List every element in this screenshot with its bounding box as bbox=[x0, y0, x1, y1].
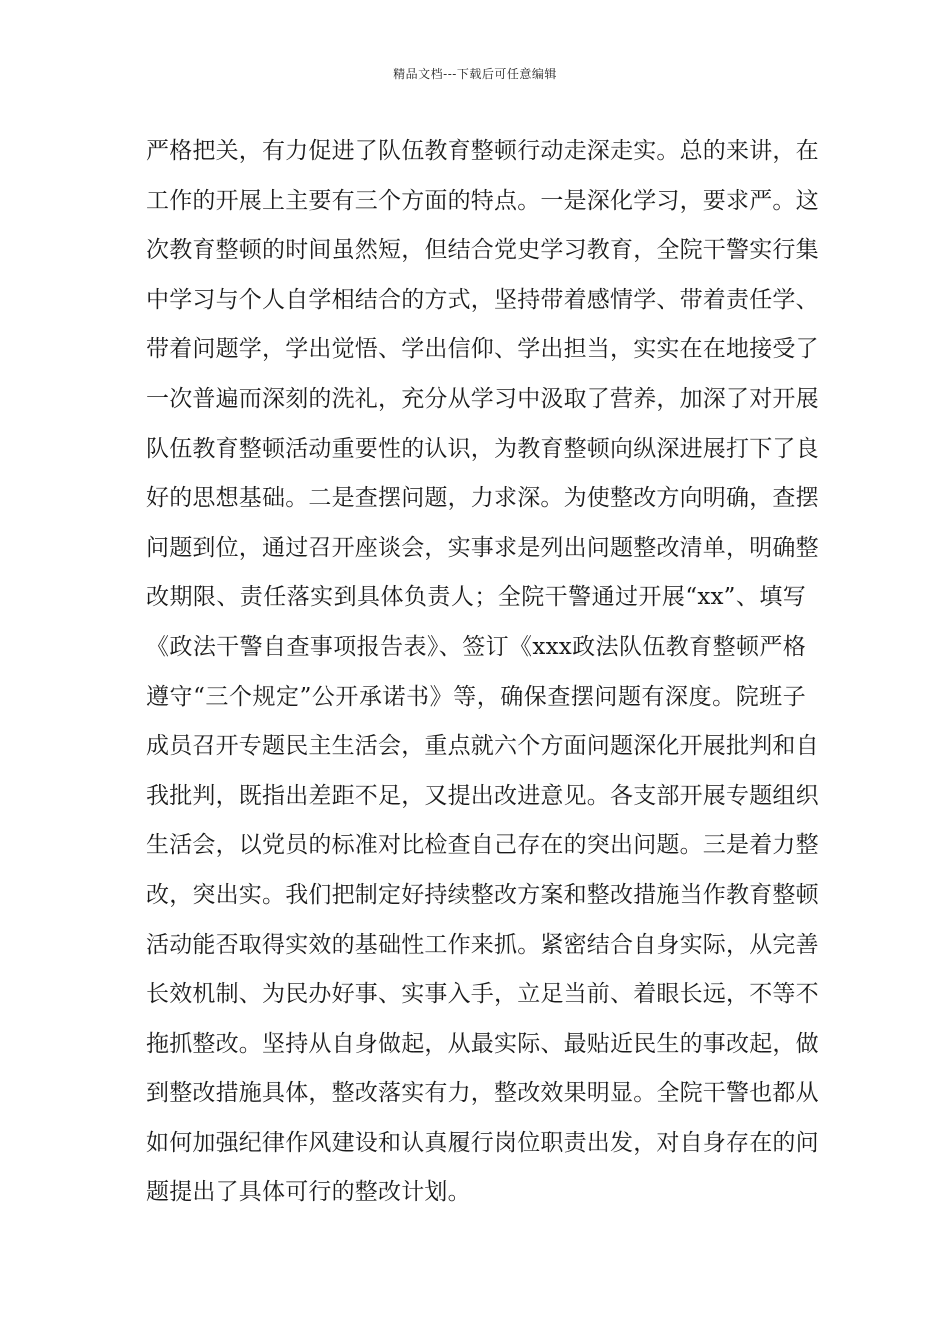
page-header: 精品文档---下载后可任意编辑 bbox=[393, 67, 557, 81]
text-line: 改期限、责任落实到具体负责人；全院干警通过开展“xx”、填写 bbox=[146, 584, 806, 611]
text-line: 遵守“三个规定”公开承诺书》等，确保查摆问题有深度。院班子 bbox=[146, 683, 806, 710]
text-line: 改，突出实。我们把制定好持续整改方案和整改措施当作教育整顿 bbox=[146, 881, 819, 908]
text-line: 活动能否取得实效的基础性工作来抓。紧密结合自身实际，从完善 bbox=[146, 931, 819, 958]
text-line: 一次普遍而深刻的洗礼，充分从学习中汲取了营养，加深了对开展 bbox=[146, 385, 819, 412]
text-line: 成员召开专题民主生活会，重点就六个方面问题深化开展批判和自 bbox=[146, 733, 819, 760]
text-line: 问题到位，通过召开座谈会，实事求是列出问题整改清单，明确整 bbox=[146, 534, 819, 561]
text-line: 好的思想基础。二是查摆问题，力求深。为使整改方向明确，查摆 bbox=[146, 485, 819, 512]
text-line: 长效机制、为民办好事、实事入手，立足当前、着眼长远，不等不 bbox=[146, 981, 819, 1008]
body-paragraph bbox=[146, 127, 819, 1218]
text-line: 带着问题学，学出觉悟、学出信仰、学出担当，实实在在地接受了 bbox=[146, 336, 819, 363]
text-line: 生活会，以党员的标准对比检查自己存在的突出问题。三是着力整 bbox=[146, 832, 819, 859]
text-line: 次教育整顿的时间虽然短，但结合党史学习教育，全院干警实行集 bbox=[146, 237, 819, 264]
text-line: 工作的开展上主要有三个方面的特点。一是深化学习，要求严。这 bbox=[146, 187, 819, 214]
text-line: 中学习与个人自学相结合的方式，坚持带着感情学、带着责任学、 bbox=[146, 286, 819, 313]
text-line: 拖抓整改。坚持从自身做起，从最实际、最贴近民生的事改起，做 bbox=[146, 1030, 819, 1057]
text-line: 严格把关，有力促进了队伍教育整顿行动走深走实。总的来讲，在 bbox=[146, 138, 819, 164]
text-line: 如何加强纪律作风建设和认真履行岗位职责出发，对自身存在的问 bbox=[146, 1129, 819, 1156]
text-line: 队伍教育整顿活动重要性的认识，为教育整顿向纵深进展打下了良 bbox=[146, 435, 819, 462]
text-line: 题提出了具体可行的整改计划。 bbox=[146, 1179, 471, 1206]
text-line: 我批判，既指出差距不足，又提出改进意见。各支部开展专题组织 bbox=[146, 782, 819, 809]
text-line: 《政法干警自查事项报告表》、签订《xxx政法队伍教育整顿严格 bbox=[146, 633, 806, 660]
text-line: 到整改措施具体，整改落实有力，整改效果明显。全院干警也都从 bbox=[146, 1080, 819, 1107]
